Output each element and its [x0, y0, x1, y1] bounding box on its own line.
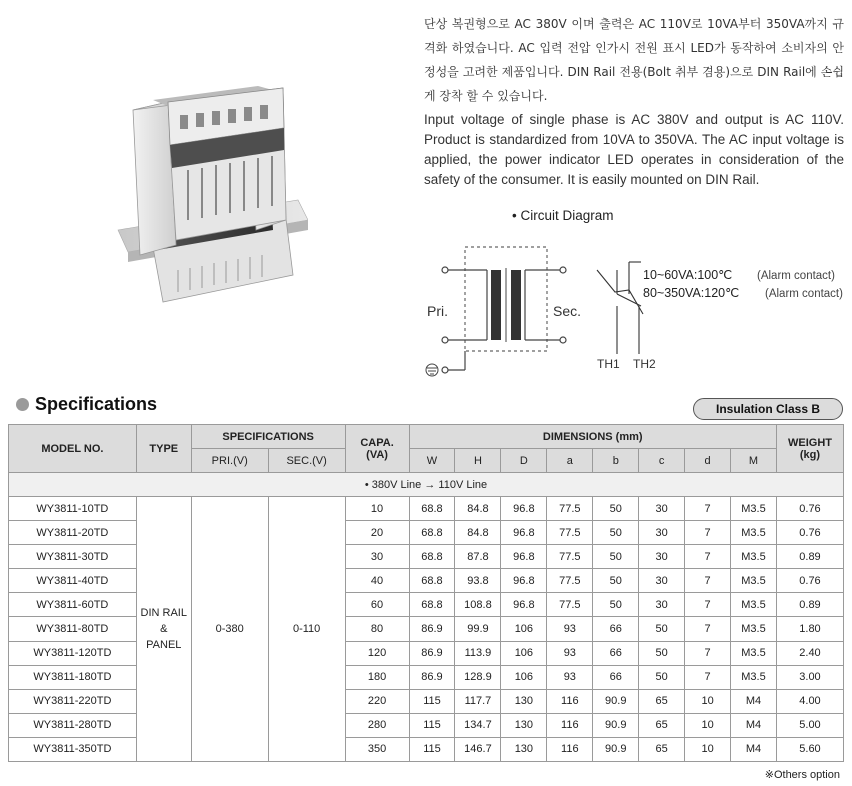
- table-row: [9, 521, 844, 545]
- capa-cell: 20: [345, 521, 409, 545]
- m-cell: M3.5: [731, 521, 777, 545]
- insulation-class-badge: Insulation Class B: [693, 398, 843, 420]
- model-cell: WY3811-280TD: [9, 713, 137, 737]
- pri-cell: 0-380: [191, 497, 268, 762]
- header-dim-b: b: [593, 449, 639, 473]
- d-cell: 96.8: [501, 497, 547, 521]
- english-description: Input voltage of single phase is AC 380V and output is AC 110V. Product is standardized from 10VA to 350VA. The AC input voltage is applied, the power indicator LED operates in consideration of the safety of the consumer. It is easily mounted on DIN Rail.: [424, 112, 844, 187]
- w-cell: 115: [409, 689, 455, 713]
- header-dim-m: M: [731, 449, 777, 473]
- d-cell: 10: [685, 737, 731, 761]
- d-cell: 106: [501, 641, 547, 665]
- table-row: [9, 593, 844, 617]
- b-cell: 90.9: [593, 689, 639, 713]
- model-cell: WY3811-80TD: [9, 617, 137, 641]
- weight-cell: 4.00: [776, 689, 843, 713]
- product-photo: [108, 70, 308, 330]
- thermal-switch-icon: [597, 262, 643, 354]
- table-row: [9, 497, 844, 521]
- c-cell: 65: [639, 713, 685, 737]
- table-row: [9, 713, 844, 737]
- capa-cell: 180: [345, 665, 409, 689]
- b-cell: 50: [593, 569, 639, 593]
- others-option-note: ※Others option: [764, 769, 840, 781]
- alarm2-rating: 80~350VA:120℃: [643, 286, 740, 300]
- d-cell: 96.8: [501, 593, 547, 617]
- specifications-table: [8, 424, 844, 762]
- c-cell: 65: [639, 737, 685, 761]
- w-cell: 115: [409, 737, 455, 761]
- alarm1-rating: 10~60VA:100℃: [643, 268, 733, 282]
- model-cell: WY3811-220TD: [9, 689, 137, 713]
- m-cell: M3.5: [731, 665, 777, 689]
- header-weight: WEIGHT (kg): [776, 425, 843, 473]
- m-cell: M4: [731, 737, 777, 761]
- a-cell: 93: [547, 617, 593, 641]
- m-cell: M3.5: [731, 617, 777, 641]
- header-dim-a: a: [547, 449, 593, 473]
- m-cell: M3.5: [731, 593, 777, 617]
- a-cell: 77.5: [547, 569, 593, 593]
- table-row: [9, 569, 844, 593]
- w-cell: 86.9: [409, 665, 455, 689]
- d-cell: 7: [685, 641, 731, 665]
- c-cell: 30: [639, 521, 685, 545]
- d-cell: 10: [685, 713, 731, 737]
- c-cell: 30: [639, 497, 685, 521]
- capa-cell: 120: [345, 641, 409, 665]
- th2-label: TH2: [633, 357, 656, 371]
- d-cell: 96.8: [501, 521, 547, 545]
- w-cell: 86.9: [409, 617, 455, 641]
- h-cell: 84.8: [455, 497, 501, 521]
- d-cell: 106: [501, 617, 547, 641]
- model-cell: WY3811-20TD: [9, 521, 137, 545]
- type-cell: [136, 497, 191, 762]
- model-cell: WY3811-10TD: [9, 497, 137, 521]
- capa-cell: 280: [345, 713, 409, 737]
- table-row: [9, 689, 844, 713]
- model-cell: WY3811-120TD: [9, 641, 137, 665]
- table-row: [9, 545, 844, 569]
- header-pri: PRI.(V): [191, 449, 268, 473]
- a-cell: 77.5: [547, 545, 593, 569]
- c-cell: 30: [639, 545, 685, 569]
- d-cell: 130: [501, 737, 547, 761]
- d-cell: 7: [685, 617, 731, 641]
- header-dimensions: DIMENSIONS (mm): [409, 425, 776, 449]
- d-cell: 7: [685, 521, 731, 545]
- capa-cell: 10: [345, 497, 409, 521]
- capa-cell: 30: [345, 545, 409, 569]
- table-row: [9, 737, 844, 761]
- d-cell: 7: [685, 665, 731, 689]
- d-cell: 7: [685, 545, 731, 569]
- model-cell: WY3811-350TD: [9, 737, 137, 761]
- w-cell: 68.8: [409, 497, 455, 521]
- b-cell: 66: [593, 641, 639, 665]
- d-cell: 106: [501, 665, 547, 689]
- model-cell: WY3811-180TD: [9, 665, 137, 689]
- h-cell: 93.8: [455, 569, 501, 593]
- a-cell: 93: [547, 665, 593, 689]
- c-cell: 50: [639, 641, 685, 665]
- header-dim-d: D: [501, 449, 547, 473]
- m-cell: M3.5: [731, 545, 777, 569]
- model-cell: WY3811-40TD: [9, 569, 137, 593]
- alarm2-note: (Alarm contact): [765, 288, 843, 300]
- d-cell: 10: [685, 689, 731, 713]
- capa-cell: 40: [345, 569, 409, 593]
- table-row: [9, 665, 844, 689]
- header-capa: CAPA. (VA): [345, 425, 409, 473]
- a-cell: 116: [547, 713, 593, 737]
- section-label: • 380V Line → 110V Line: [9, 473, 844, 497]
- b-cell: 50: [593, 545, 639, 569]
- header-dim-d-small: d: [685, 449, 731, 473]
- c-cell: 30: [639, 569, 685, 593]
- w-cell: 86.9: [409, 641, 455, 665]
- type-line: DIN RAIL: [140, 607, 187, 620]
- m-cell: M3.5: [731, 497, 777, 521]
- c-cell: 50: [639, 665, 685, 689]
- a-cell: 77.5: [547, 521, 593, 545]
- h-cell: 84.8: [455, 521, 501, 545]
- d-cell: 96.8: [501, 569, 547, 593]
- h-cell: 99.9: [455, 617, 501, 641]
- secondary-label: Sec.: [553, 303, 582, 319]
- header-model: MODEL NO.: [9, 425, 137, 473]
- circuit-diagram: [415, 232, 852, 387]
- specifications-header: [16, 394, 157, 415]
- w-cell: 68.8: [409, 545, 455, 569]
- weight-cell: 3.00: [776, 665, 843, 689]
- model-cell: WY3811-30TD: [9, 545, 137, 569]
- h-cell: 113.9: [455, 641, 501, 665]
- header-dim-h: H: [455, 449, 501, 473]
- h-cell: 128.9: [455, 665, 501, 689]
- m-cell: M3.5: [731, 569, 777, 593]
- weight-cell: 1.80: [776, 617, 843, 641]
- header-specifications: SPECIFICATIONS: [191, 425, 345, 449]
- weight-cell: 2.40: [776, 641, 843, 665]
- m-cell: M3.5: [731, 641, 777, 665]
- sec-cell: 0-110: [268, 497, 345, 762]
- circuit-diagram-title: • Circuit Diagram: [512, 208, 614, 223]
- c-cell: 50: [639, 617, 685, 641]
- type-line: PANEL: [146, 639, 182, 652]
- a-cell: 116: [547, 689, 593, 713]
- h-cell: 117.7: [455, 689, 501, 713]
- capa-cell: 350: [345, 737, 409, 761]
- d-cell: 7: [685, 593, 731, 617]
- bullet-dot-icon: [16, 398, 29, 411]
- h-cell: 146.7: [455, 737, 501, 761]
- alarm1-note: (Alarm contact): [757, 270, 835, 282]
- header-dim-w: W: [409, 449, 455, 473]
- table-row: [9, 641, 844, 665]
- a-cell: 93: [547, 641, 593, 665]
- weight-cell: 0.76: [776, 521, 843, 545]
- b-cell: 50: [593, 497, 639, 521]
- capa-cell: 220: [345, 689, 409, 713]
- weight-cell: 0.89: [776, 545, 843, 569]
- b-cell: 50: [593, 521, 639, 545]
- weight-cell: 0.76: [776, 569, 843, 593]
- weight-cell: 5.60: [776, 737, 843, 761]
- ground-icon: [426, 364, 438, 376]
- d-cell: 7: [685, 569, 731, 593]
- capa-cell: 80: [345, 617, 409, 641]
- w-cell: 115: [409, 713, 455, 737]
- a-cell: 77.5: [547, 497, 593, 521]
- b-cell: 90.9: [593, 713, 639, 737]
- header-sec: SEC.(V): [268, 449, 345, 473]
- th1-label: TH1: [597, 357, 620, 371]
- type-line: &: [160, 623, 168, 636]
- h-cell: 87.8: [455, 545, 501, 569]
- weight-cell: 5.00: [776, 713, 843, 737]
- header-type: TYPE: [136, 425, 191, 473]
- w-cell: 68.8: [409, 569, 455, 593]
- d-cell: 7: [685, 497, 731, 521]
- a-cell: 77.5: [547, 593, 593, 617]
- header-dim-c: c: [639, 449, 685, 473]
- m-cell: M4: [731, 713, 777, 737]
- weight-cell: 0.76: [776, 497, 843, 521]
- w-cell: 68.8: [409, 593, 455, 617]
- h-cell: 134.7: [455, 713, 501, 737]
- weight-cell: 0.89: [776, 593, 843, 617]
- b-cell: 66: [593, 617, 639, 641]
- w-cell: 68.8: [409, 521, 455, 545]
- korean-description: 단상 복권형으로 AC 380V 이며 출력은 AC 110V로 10VA부터 350VA까지 규격화 하였습니다. AC 입력 전압 인가시 전원 표시 LED가 동작하여 소비자의 안정성을 고려한 제품입니다. DIN Rail 전용(Bolt 취부 겸용)으로 DIN Rail에 손쉽게 장착 할 수 있습니다.: [424, 17, 844, 103]
- m-cell: M4: [731, 689, 777, 713]
- capa-cell: 60: [345, 593, 409, 617]
- b-cell: 50: [593, 593, 639, 617]
- table-row: [9, 617, 844, 641]
- b-cell: 90.9: [593, 737, 639, 761]
- a-cell: 116: [547, 737, 593, 761]
- c-cell: 65: [639, 689, 685, 713]
- h-cell: 108.8: [455, 593, 501, 617]
- c-cell: 30: [639, 593, 685, 617]
- primary-label: Pri.: [427, 303, 448, 319]
- specifications-title: Specifications: [35, 394, 158, 414]
- b-cell: 66: [593, 665, 639, 689]
- d-cell: 130: [501, 689, 547, 713]
- d-cell: 96.8: [501, 545, 547, 569]
- d-cell: 130: [501, 713, 547, 737]
- model-cell: WY3811-60TD: [9, 593, 137, 617]
